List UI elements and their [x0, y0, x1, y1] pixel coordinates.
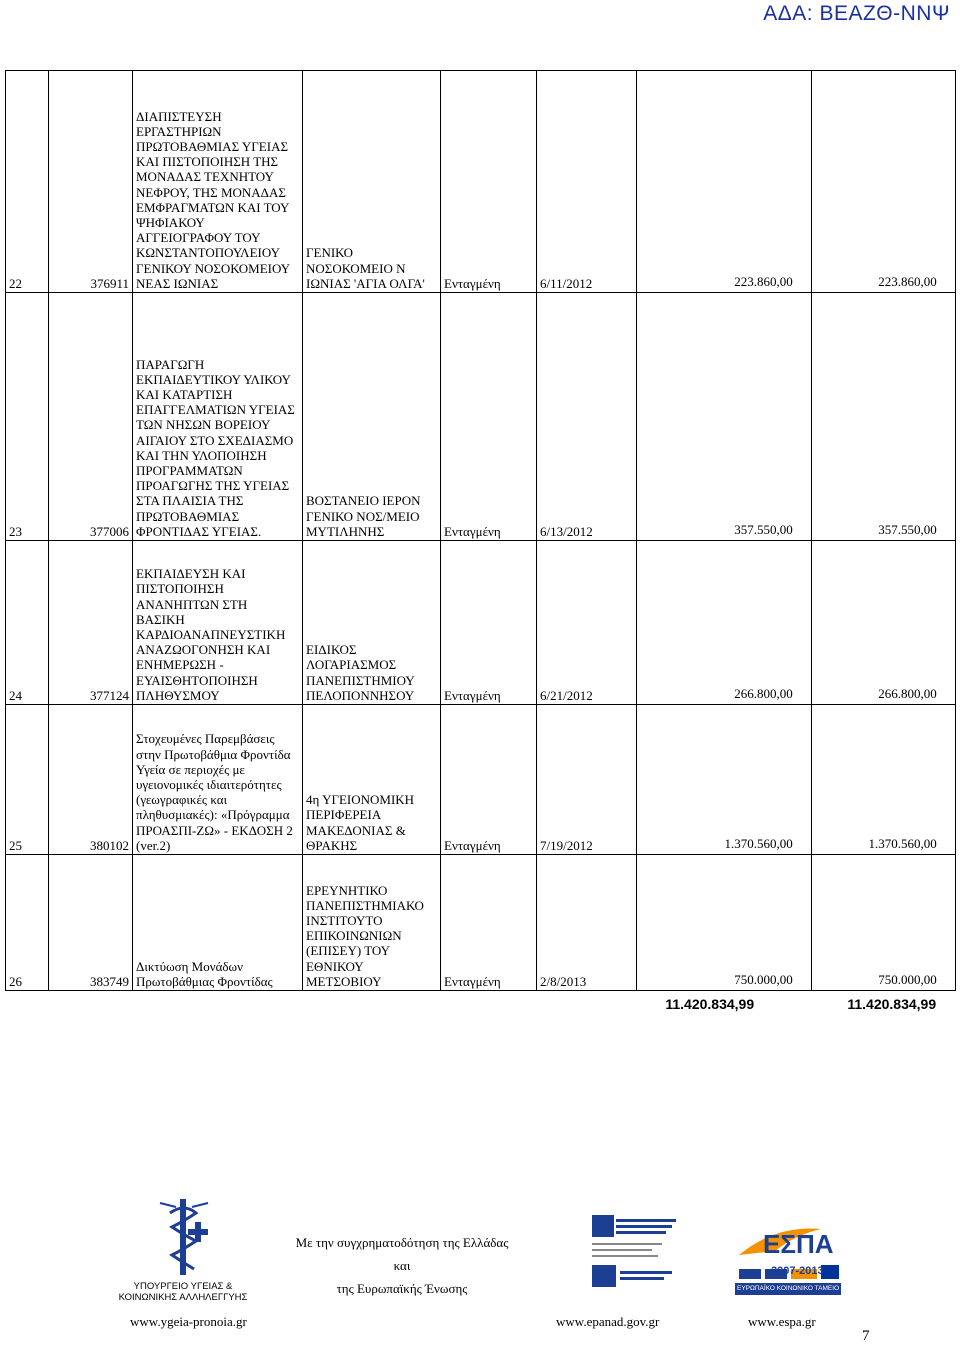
project-title: ΠΑΡΑΓΩΓΗ ΕΚΠΑΙΔΕΥΤΙΚΟΥ ΥΛΙΚΟΥ ΚΑΙ ΚΑΤΑΡΤΙΣΗ ΕΠΑΓΓΕΛΜΑΤΙΩΝ ΥΓΕΙΑΣ ΤΩΝ ΝΗΣΩΝ ΒΟΡΕΙΟΥ ΑΙΓΑΙΟΥ ΣΤΟ ΣΧΕΔΙΑΣΜΟ ΚΑΙ ΤΗΝ ΥΛΟΠΟΙΗΣΗ ΠΡΟΓΡΑΜΜΑΤΩΝ ΠΡΟΑΓΩΓΗΣ ΤΗΣ ΥΓΕΙΑΣ ΣΤΑ ΠΛΑΙΣΙΑ ΤΗΣ ΠΡΩΤΟΒΑΘΜΙΑΣ ΦΡΟΝΤΙΔΑΣ ΥΓΕΙΑΣ. — [136, 356, 295, 539]
link-epanad[interactable]: www.epanad.gov.gr — [556, 1314, 660, 1329]
public-expense-amount-cell — [812, 293, 956, 541]
project-title-cell — [133, 705, 303, 855]
project-code-cell — [49, 541, 133, 705]
approval-date-cell — [537, 541, 637, 705]
approval-date: 6/11/2012 — [540, 275, 593, 291]
project-status: Ενταγμένη — [444, 687, 501, 703]
beneficiary-cell — [303, 71, 441, 293]
row-number: 26 — [9, 973, 22, 989]
table-row — [6, 855, 956, 991]
link-ygeia-pronoia[interactable]: www.ygeia-pronoia.gr — [130, 1314, 247, 1329]
approval-date-cell — [537, 71, 637, 293]
link-espa[interactable]: www.espa.gr — [748, 1314, 816, 1329]
table-row — [6, 71, 956, 293]
program-logo — [590, 1213, 680, 1291]
row-number-cell — [6, 541, 49, 705]
row-number-cell — [6, 71, 49, 293]
total-budget: 11.420.834,99 — [665, 996, 755, 1012]
public-expense-amount-cell — [812, 71, 956, 293]
euro-icon — [940, 836, 952, 853]
table-row — [6, 541, 956, 705]
euro-icon — [940, 274, 952, 291]
project-status-cell — [441, 71, 537, 293]
budget-amount: 357.550,00 — [734, 521, 793, 537]
beneficiary-cell — [303, 855, 441, 991]
euro-icon — [796, 522, 808, 539]
euro-icon — [796, 686, 808, 703]
euro-icon — [796, 836, 808, 853]
euro-icon — [940, 972, 952, 989]
beneficiary: ΓΕΝΙΚΟ ΝΟΣΟΚΟΜΕΙΟ Ν ΙΩΝΙΑΣ 'ΑΓΙΑ ΟΛΓΑ' — [306, 245, 425, 291]
row-number: 24 — [9, 687, 22, 703]
public-expense-amount-cell — [812, 705, 956, 855]
approval-date: 2/8/2013 — [540, 973, 587, 989]
ada-code: ΑΔΑ: ΒΕΑΖΘ-ΝΝΨ — [763, 2, 950, 25]
public-expense-amount: 223.860,00 — [878, 273, 937, 289]
project-status-cell — [441, 293, 537, 541]
project-code: 383749 — [90, 973, 129, 989]
approval-date-cell — [537, 293, 637, 541]
project-code-cell — [49, 293, 133, 541]
row-number-cell — [6, 293, 49, 541]
euro-icon — [796, 972, 808, 989]
project-code-cell — [49, 71, 133, 293]
ministry-name: ΥΠΟΥΡΓΕΙΟ ΥΓΕΙΑΣ & ΚΟΙΝΩΝΙΚΗΣ ΑΛΛΗΛΕΓΓΥΗΣ — [118, 1281, 248, 1303]
projects-table — [5, 70, 956, 991]
approval-date: 6/13/2012 — [540, 523, 593, 539]
project-code: 376911 — [90, 275, 129, 291]
project-status: Ενταγμένη — [444, 523, 501, 539]
approval-date: 7/19/2012 — [540, 837, 593, 853]
total-public-expense: 11.420.834,99 — [847, 996, 937, 1012]
project-status: Ενταγμένη — [444, 973, 501, 989]
budget-amount-cell — [637, 541, 812, 705]
beneficiary: ΕΡΕΥΝΗΤΙΚΟ ΠΑΝΕΠΙΣΤΗΜΙΑΚΟ ΙΝΣΤΙΤΟΥΤΟ ΕΠΙΚΟΙΝΩΝΙΩΝ (ΕΠΙΣΕΥ) ΤΟΥ ΕΘΝΙΚΟΥ ΜΕΤΣΟΒΙΟΥ — [306, 882, 424, 989]
approval-date-cell — [537, 855, 637, 991]
public-expense-amount: 1.370.560,00 — [868, 835, 937, 851]
project-title-cell — [133, 855, 303, 991]
beneficiary: ΒΟΣΤΑΝΕΙΟ ΙΕΡΟΝ ΓΕΝΙΚΟ ΝΟΣ/ΜΕΙΟ ΜΥΤΙΛΗΝΗΣ — [306, 493, 421, 539]
project-status-cell — [441, 855, 537, 991]
project-code: 377124 — [90, 687, 129, 703]
budget-amount-cell — [637, 293, 812, 541]
project-title-cell — [133, 71, 303, 293]
project-status-cell — [441, 541, 537, 705]
euro-icon — [940, 686, 952, 703]
public-expense-amount-cell — [812, 855, 956, 991]
project-title: ΕΚΠΑΙΔΕΥΣΗ ΚΑΙ ΠΙΣΤΟΠΟΙΗΣΗ ΑΝΑΝΗΠΤΩΝ ΣΤΗ ΒΑΣΙΚΗ ΚΑΡΔΙΟΑΝΑΠΝΕΥΣΤΙΚΗ ΑΝΑΖΩΟΓΟΝΗΣΗ ΚΑΙ ΕΝΗΜΕΡΩΣΗ - ΕΥΑΙΣΘΗΤΟΠΟΙΗΣΗ ΠΛΗΘΥΣΜΟΥ — [136, 566, 286, 703]
beneficiary: 4η ΥΓΕΙΟΝΟΜΙΚΗ ΠΕΡΙΦΕΡΕΙΑ ΜΑΚΕΔΟΝΙΑΣ & ΘΡΑΚΗΣ — [306, 792, 415, 853]
euro-icon — [758, 996, 770, 1012]
budget-amount: 750.000,00 — [734, 971, 793, 987]
euro-icon — [940, 996, 952, 1012]
budget-amount-cell — [637, 71, 812, 293]
row-number-cell — [6, 705, 49, 855]
footer — [0, 1195, 960, 1345]
budget-amount: 223.860,00 — [734, 273, 793, 289]
espa-logo — [735, 1221, 841, 1299]
public-expense-amount: 357.550,00 — [878, 521, 937, 537]
budget-amount-cell — [637, 855, 812, 991]
budget-amount-cell — [637, 705, 812, 855]
public-expense-amount: 266.800,00 — [878, 685, 937, 701]
beneficiary-cell — [303, 705, 441, 855]
project-title: Στοχευμένες Παρεμβάσεις στην Πρωτοβάθμια Φροντίδα Υγεία σε περιοχές με υγειονομικές ιδιαιτερότητες (γεωγραφικές και πληθυσμιακές): «Πρόγραμμα ΠΡΟΑΣΠΙ-ΖΩ» - ΕΚΔΟΣΗ 2 (ver.2) — [136, 731, 293, 853]
euro-icon — [940, 522, 952, 539]
project-title: ΔΙΑΠΙΣΤΕΥΣΗ ΕΡΓΑΣΤΗΡΙΩΝ ΠΡΩΤΟΒΑΘΜΙΑΣ ΥΓΕΙΑΣ ΚΑΙ ΠΙΣΤΟΠΟΙΗΣΗ ΤΗΣ ΜΟΝΑΔΑΣ ΤΕΧΝΗΤΟΥ ΝΕΦΡΟΥ, ΤΗΣ ΜΟΝΑΔΑΣ ΕΜΦΡΑΓΜΑΤΩΝ ΚΑΙ ΤΟΥ ΨΗΦΙΑΚΟΥ ΑΓΓΕΙΟΓΡΑΦΟΥ ΤΟΥ ΚΩΝΣΤΑΝΤΟΠΟΥΛΕΙΟΥ ΓΕΝΙΚΟΥ ΝΟΣΟΚΟΜΕΙΟΥ ΝΕΑΣ ΙΩΝΙΑΣ — [136, 108, 290, 291]
project-title: Δικτύωση Μονάδων Πρωτοβάθμιας Φροντίδας — [136, 958, 273, 989]
espa-fund: ΕΥΡΩΠΑΪΚΟ ΚΟΙΝΩΝΙΚΟ ΤΑΜΕΙΟ — [737, 1285, 840, 1292]
budget-amount: 1.370.560,00 — [724, 835, 793, 851]
cofund-line3: της Ευρωπαϊκής Ένωσης — [336, 1281, 468, 1296]
row-number: 22 — [9, 275, 22, 291]
table-row — [6, 293, 956, 541]
project-title-cell — [133, 541, 303, 705]
cofund-line1: Με την συγχρηματοδότηση της Ελλάδας — [295, 1235, 509, 1250]
project-code-cell — [49, 855, 133, 991]
row-number-cell — [6, 855, 49, 991]
project-code-cell — [49, 705, 133, 855]
total-budget-cell — [665, 996, 770, 1012]
euro-icon — [796, 274, 808, 291]
espa-years: 2007-2013 — [771, 1265, 824, 1277]
table-row — [6, 705, 956, 855]
project-status-cell — [441, 705, 537, 855]
row-number: 23 — [9, 523, 22, 539]
total-public-cell — [847, 996, 952, 1012]
ministry-caduceus-logo — [150, 1195, 220, 1277]
page-number: 7 — [862, 1328, 870, 1344]
beneficiary: ΕΙΔΙΚΟΣ ΛΟΓΑΡΙΑΣΜΟΣ ΠΑΝΕΠΙΣΤΗΜΙΟΥ ΠΕΛΟΠΟΝΝΗΣΟΥ — [306, 642, 415, 703]
budget-amount: 266.800,00 — [734, 685, 793, 701]
beneficiary-cell — [303, 541, 441, 705]
project-code: 380102 — [90, 837, 129, 853]
project-code: 377006 — [90, 523, 129, 539]
row-number: 25 — [9, 837, 22, 853]
cofund-line2: και — [393, 1258, 411, 1273]
project-status: Ενταγμένη — [444, 275, 501, 291]
project-title-cell — [133, 293, 303, 541]
public-expense-amount: 750.000,00 — [878, 971, 937, 987]
beneficiary-cell — [303, 293, 441, 541]
approval-date: 6/21/2012 — [540, 687, 593, 703]
espa-logo-text: ΕΣΠΑ — [763, 1229, 834, 1259]
approval-date-cell — [537, 705, 637, 855]
project-status: Ενταγμένη — [444, 837, 501, 853]
cofunding-note — [282, 1231, 522, 1300]
public-expense-amount-cell — [812, 541, 956, 705]
